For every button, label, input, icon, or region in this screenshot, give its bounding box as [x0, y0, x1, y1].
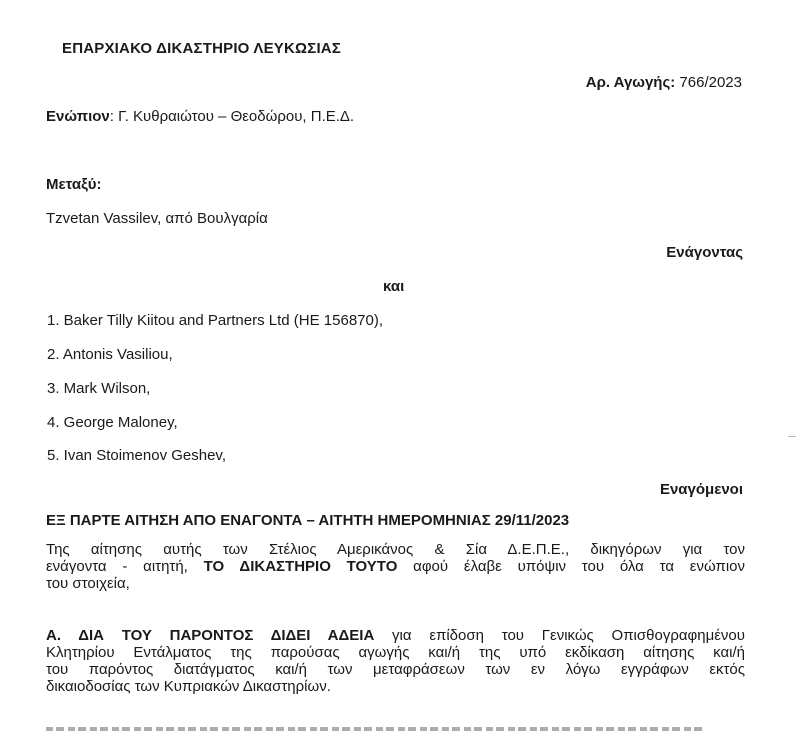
plaintiff-name: Tzvetan Vassilev, από Βουλγαρία: [46, 210, 268, 227]
paragraph-line: Της αίτησης αυτής των Στέλιος Αμερικάνος & Σία Δ.Ε.Π.Ε., δικηγόρων για τον: [46, 541, 745, 558]
paragraph-line: του στοιχεία,: [46, 575, 130, 592]
cut-off-text-line: [46, 719, 706, 733]
paragraph-line: του παρόντος διατάγματος και/ή των μεταφράσεων των εν λόγω εγγράφων εκτός: [46, 661, 745, 678]
application-paragraph-1: [46, 541, 745, 592]
before-judge-name: : Γ. Κυθραιώτου – Θεοδώρου, Π.Ε.Δ.: [109, 108, 355, 125]
paragraph-bold-text: ΤΟ ΔΙΚΑΣΤΗΡΙΟ ΤΟΥΤΟ: [203, 558, 398, 575]
paragraph-line: [46, 627, 745, 644]
scan-edge-mark: [788, 436, 796, 437]
plaintiff-role: Ενάγοντας: [666, 244, 743, 261]
application-paragraph-2: [46, 627, 745, 695]
defendant-item: 5. Ivan Stoimenov Geshev,: [47, 447, 226, 464]
case-number-label: Αρ. Αγωγής:: [585, 74, 676, 91]
application-heading: ΕΞ ΠΑΡΤΕ ΑΙΤΗΣΗ ΑΠΟ ΕΝΑΓΟΝΤΑ – ΑΙΤΗΤΗ ΗΜΕΡΟΜΗΝΙΑΣ 29/11/2023: [46, 512, 570, 529]
paragraph-line: Κλητηρίου Εντάλματος της παρούσας αγωγής και/ή της υπό εκδίκαση αίτησης και/ή: [46, 644, 745, 661]
paragraph-text: ενάγοντα - αιτητή,: [46, 558, 204, 575]
before-label: Ενώπιον: [46, 108, 110, 125]
case-number-line: [586, 74, 742, 92]
between-label: Μεταξύ:: [46, 176, 102, 193]
paragraph-text: αφού έλαβε υπόψιν του όλα τα ενώπιον: [397, 558, 746, 575]
paragraph-line: δικαιοδοσίας των Κυπριακών Δικαστηρίων.: [46, 678, 331, 695]
defendant-item: 3. Mark Wilson,: [47, 380, 151, 397]
and-label: και: [383, 278, 405, 295]
before-judge-line: [46, 108, 354, 126]
defendant-item: 4. George Maloney,: [47, 414, 178, 431]
paragraph-bold-text: Α. ΔΙΑ ΤΟΥ ΠΑΡΟΝΤΟΣ ΔΙΔΕΙ ΑΔΕΙΑ: [46, 627, 375, 644]
paragraph-line: [46, 558, 745, 575]
paragraph-text: για επίδοση του Γενικώς Οπισθογραφημένου: [374, 627, 745, 644]
court-name: ΕΠΑΡΧΙΑΚΟ ΔΙΚΑΣΤΗΡΙΟ ΛΕΥΚΩΣΙΑΣ: [62, 40, 342, 57]
defendant-item: 2. Antonis Vasiliou,: [47, 346, 173, 363]
defendant-item: 1. Baker Tilly Kiitou and Partners Ltd (HE 156870),: [47, 312, 384, 329]
case-number-value: 766/2023: [675, 74, 742, 91]
cut-off-text-fragment: [46, 727, 706, 731]
defendants-role: Εναγόμενοι: [659, 481, 743, 498]
